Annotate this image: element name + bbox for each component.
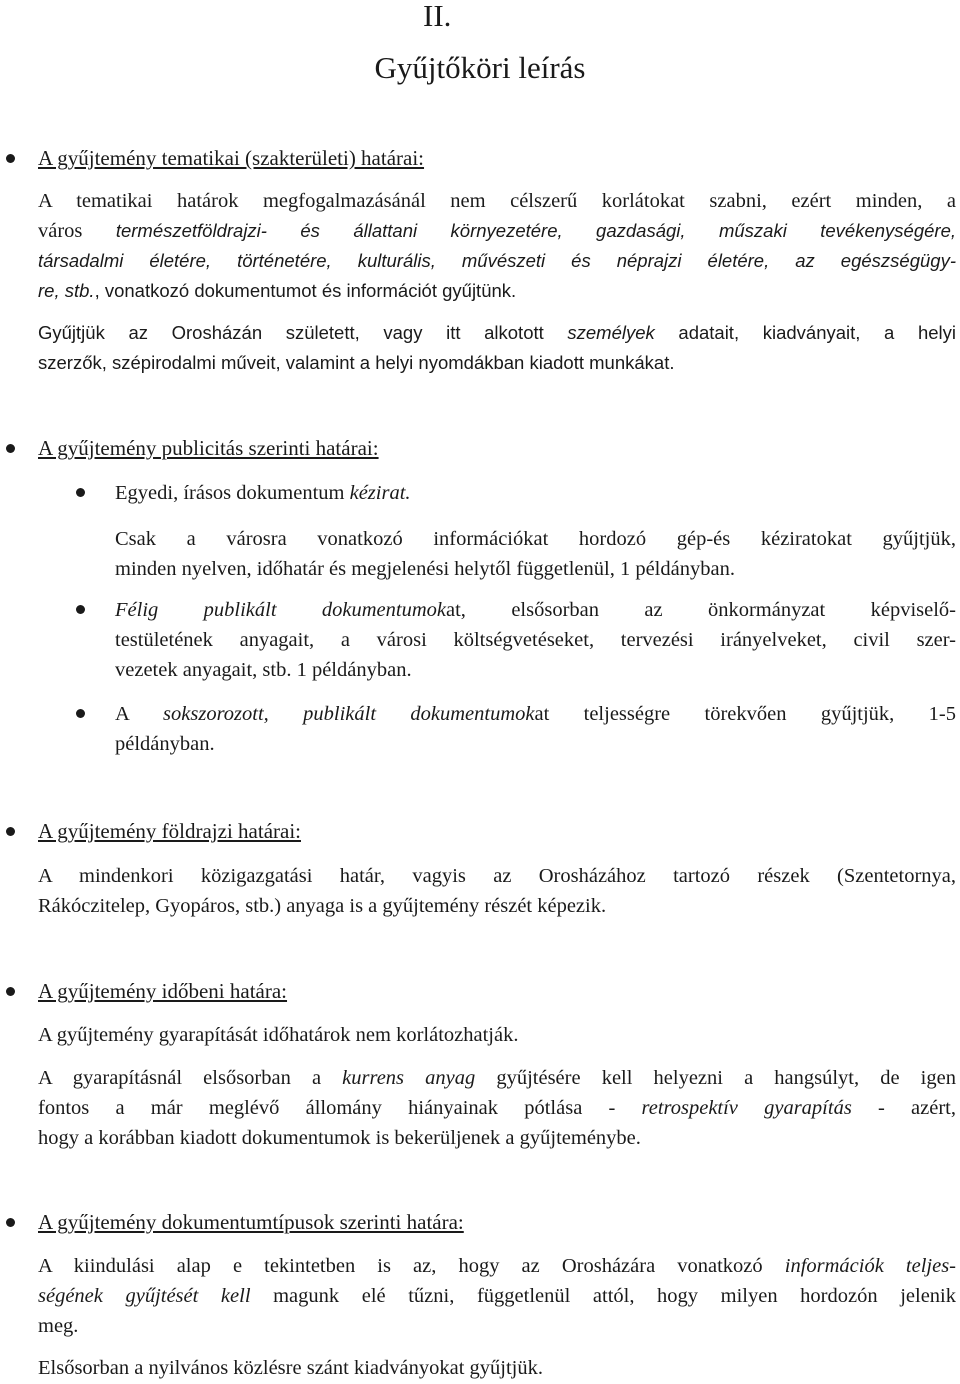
text-line [38,1251,956,1281]
publicity-item-semi-published [115,595,956,685]
text-line: meg. [38,1315,79,1337]
text-run: A kiindulási alap e tekintetben is az, hogy az Orosházára vonatkozó [38,1255,785,1277]
doctypes-paragraph-2 [38,1353,956,1383]
text-line: minden nyelven, időhatár és megjelenési helytől függetlenül, 1 példányban. [115,558,735,580]
section-heading-publicity: A gyűjtemény publicitás szerinti határai: [38,436,379,460]
text-run: A gyarapításnál elsősorban a [38,1067,343,1089]
text-run-italic: sokszorozott, publikált dokumentumok [163,703,535,725]
text-line [38,216,956,246]
text-line [38,318,956,348]
page-title: Gyűjtőköri leírás [374,50,586,85]
text-line-italic: társadalmi életére, történetére, kulturális, művészeti és néprajzi életére, az egészségügy- [38,250,956,271]
bullet-icon [76,709,85,718]
section-heading-doctypes: A gyűjtemény dokumentumtípusok szerinti határa: [38,1210,464,1234]
geographic-paragraph [38,861,956,921]
text-line: Rákóczitelep, Gyopáros, stb.) anyaga is a gyűjtemény részét képezik. [38,895,607,917]
text-line: testületének anyagait, a városi költségvetéseket, tervezési irányelveket, civil szer- [115,629,956,651]
thematic-paragraph-1 [38,186,956,306]
text-run-italic: re, stb. [38,280,95,301]
text-run-italic: kurrens anyag [342,1067,476,1089]
section-heading-thematic: A gyűjtemény tematikai (szakterületi) határai: [38,146,425,170]
bullet-icon [6,444,15,453]
text-line: szerzők, szépirodalmi műveit, valamint a helyi nyomdákban kiadott munkákat. [38,352,675,373]
text-run-italic: kézirat. [349,482,411,504]
bullet-icon [6,827,15,836]
section-heading-temporal: A gyűjtemény időbeni határa: [38,979,288,1003]
doctypes-paragraph-1 [38,1251,956,1341]
text-run: fontos a már meglévő állomány hiányainak pótlása - [38,1097,642,1119]
text-run-italic: személyek [567,322,655,343]
text-line: példányban. [115,733,215,755]
bullet-icon [6,154,15,163]
text-line: Csak a városra vonatkozó információkat hordozó gép-és kéziratokat gyűjtjük, [115,528,956,550]
text-run-italic: információk teljes- [784,1255,956,1277]
thematic-paragraph-2 [38,318,956,378]
text-run-italic: ségének gyűjtését kell [38,1285,251,1307]
text-run: adatait, kiadványait, a helyi [654,322,956,343]
bullet-icon [76,488,85,497]
text-line [115,478,956,508]
bullet-icon [76,605,85,614]
text-line [38,1063,956,1093]
text-line: Elsősorban a nyilvános közlésre szánt kiadványokat gyűjtjük. [38,1357,543,1379]
text-line: A gyűjtemény gyarapítását időhatárok nem korlátozhatják. [38,1024,519,1046]
publicity-item-manuscript [115,478,956,508]
text-line [115,699,956,729]
text-run: Gyűjtjük az Orosházán született, vagy itt alkotott [38,322,568,343]
text-run: - azért, [851,1097,956,1119]
temporal-paragraph-1 [38,1020,956,1050]
text-run: at, elsősorban az önkormányzat képviselő- [446,599,956,621]
text-run: , vonatkozó dokumentumot és információt gyűjtünk. [94,280,517,301]
text-line [38,1093,956,1123]
text-run-italic: természetföldrajzi- és állattani környezetére, gazdasági, műszaki tevékenységére, [115,220,957,241]
publicity-item-published [115,699,956,759]
section-heading-geographic: A gyűjtemény földrajzi határai: [38,819,301,843]
bullet-icon [6,1218,15,1227]
text-run: at teljességre törekvően gyűjtjük, 1-5 [534,703,956,725]
text-run: Egyedi, írásos dokumentum [115,482,350,504]
text-line [38,276,956,306]
text-line: A mindenkori közigazgatási határ, vagyis az Orosházához tartozó részek (Szentetornya, [38,865,956,887]
publicity-manuscript-paragraph [115,524,956,584]
text-line: hogy a korábban kiadott dokumentumok is bekerüljenek a gyűjteménybe. [38,1127,641,1149]
text-line [115,595,956,625]
chapter-number: II. [423,0,452,33]
text-run-italic: Félig publikált dokumentumok [115,599,447,621]
text-run: magunk elé tűzni, függetlenül attól, hogy milyen hordozón jelenik [250,1285,956,1307]
text-line: vezetek anyagait, stb. 1 példányban. [115,659,412,681]
text-run: A [115,703,164,725]
text-run: város [38,220,116,242]
text-run-italic: retrospektív gyarapítás [641,1097,852,1119]
bullet-icon [6,987,15,996]
text-run: gyűjtésére kell helyezni a hangsúlyt, de igen [475,1067,956,1089]
text-line [38,1281,956,1311]
temporal-paragraph-2 [38,1063,956,1153]
text-line: A tematikai határok megfogalmazásánál nem célszerű korlátokat szabni, ezért minden, a [38,190,956,212]
